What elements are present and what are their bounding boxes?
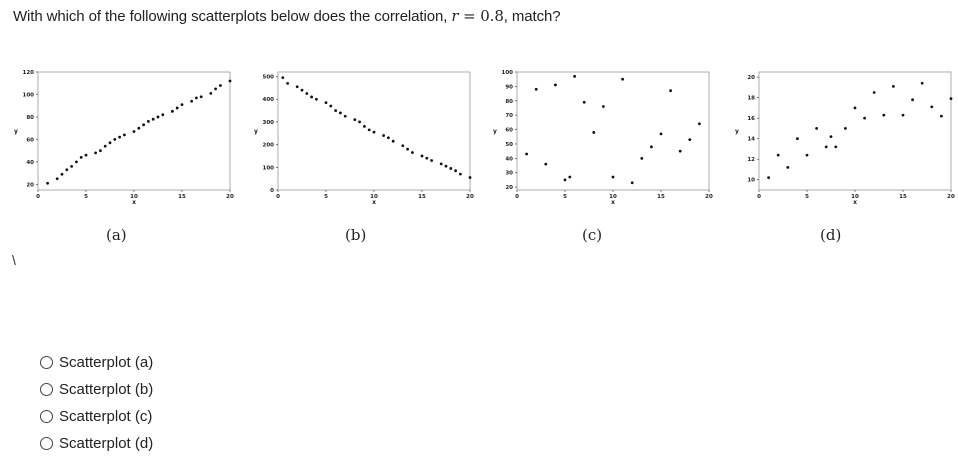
y-tick-label: 18 — [747, 95, 755, 102]
radio-button-d[interactable] — [40, 437, 53, 450]
data-point — [554, 84, 557, 87]
y-tick-label: 10 — [747, 177, 755, 184]
y-tick-label: 120 — [22, 70, 34, 76]
data-point — [118, 136, 121, 139]
data-point — [535, 88, 538, 91]
y-tick-label: 500 — [262, 74, 274, 81]
x-tick-label: 20 — [226, 194, 234, 200]
x-axis-label: x — [611, 199, 615, 206]
choice-b[interactable] — [40, 376, 153, 403]
data-point — [286, 82, 289, 85]
x-tick-label: 5 — [805, 194, 809, 200]
data-point — [930, 105, 933, 108]
x-tick-label: 20 — [466, 194, 474, 200]
caption-c: (c) — [582, 226, 603, 244]
data-point — [75, 161, 78, 164]
data-point — [825, 146, 828, 149]
scatterplot-b — [252, 68, 477, 208]
scatterplot-a — [12, 68, 237, 208]
data-point — [660, 132, 663, 135]
data-point — [104, 145, 107, 148]
data-point — [430, 159, 433, 162]
x-tick-label: 0 — [515, 194, 519, 200]
question-text — [13, 7, 561, 25]
data-point — [631, 181, 634, 184]
y-tick-label: 60 — [505, 127, 513, 134]
y-tick-label: 20 — [26, 182, 34, 189]
data-point — [425, 157, 428, 160]
x-tick-label: 5 — [324, 194, 328, 200]
y-tick-label: 40 — [26, 159, 34, 166]
data-point — [358, 121, 361, 124]
scatterplot-b-svg — [252, 68, 477, 208]
data-point — [592, 131, 595, 134]
data-point — [525, 153, 528, 156]
radio-button-a[interactable] — [40, 356, 53, 369]
data-point — [190, 100, 193, 103]
choice-d[interactable] — [40, 430, 153, 457]
choice-c-label: Scatterplot (c) — [59, 408, 153, 425]
data-point — [830, 135, 833, 138]
data-point — [459, 173, 462, 176]
data-point — [583, 101, 586, 104]
correlation-formula — [451, 7, 503, 25]
y-tick-label: 90 — [505, 84, 513, 91]
data-point — [46, 182, 49, 185]
data-point — [113, 138, 116, 141]
data-point — [440, 163, 443, 166]
x-axis-label: x — [372, 199, 376, 206]
scatterplot-c — [491, 68, 716, 208]
y-axis-label: y — [735, 128, 739, 135]
x-tick-label: 15 — [178, 194, 186, 200]
data-point — [325, 101, 328, 104]
data-point — [161, 113, 164, 116]
data-point — [339, 111, 342, 114]
data-point — [80, 156, 83, 159]
y-tick-label: 70 — [505, 113, 513, 120]
y-tick-label: 30 — [505, 170, 513, 177]
plot-frame — [759, 72, 951, 190]
data-point — [315, 98, 318, 101]
radio-button-c[interactable] — [40, 410, 53, 423]
data-point — [65, 168, 68, 171]
y-tick-label: 300 — [262, 119, 274, 126]
r-value: = 0.8 — [458, 7, 504, 25]
radio-button-b[interactable] — [40, 383, 53, 396]
data-point — [544, 163, 547, 166]
choice-b-label: Scatterplot (b) — [59, 381, 154, 398]
data-point — [640, 157, 643, 160]
data-point — [229, 80, 232, 83]
data-point — [406, 148, 409, 151]
data-point — [834, 146, 837, 149]
data-point — [56, 177, 59, 180]
data-point — [445, 165, 448, 168]
data-point — [99, 149, 102, 152]
data-point — [344, 115, 347, 118]
x-tick-label: 15 — [899, 194, 907, 200]
x-tick-label: 10 — [370, 194, 378, 200]
choice-a[interactable] — [40, 349, 153, 376]
data-point — [147, 120, 150, 123]
stray-mark: \ — [12, 252, 16, 268]
x-tick-label: 10 — [609, 194, 617, 200]
data-point — [786, 166, 789, 169]
scatterplot-a-svg — [12, 68, 237, 208]
data-point — [854, 107, 857, 110]
y-axis-label: y — [254, 128, 258, 135]
y-tick-label: 20 — [505, 185, 513, 192]
scatterplot-c-svg — [491, 68, 716, 208]
data-point — [679, 150, 682, 153]
answer-choices — [40, 349, 153, 457]
data-point — [449, 167, 452, 170]
data-point — [137, 127, 140, 130]
x-tick-label: 20 — [947, 194, 955, 200]
data-point — [94, 152, 97, 155]
data-point — [863, 117, 866, 120]
data-point — [70, 165, 73, 168]
x-tick-label: 0 — [276, 194, 280, 200]
data-point — [401, 144, 404, 147]
data-point — [305, 92, 308, 95]
y-tick-label: 16 — [747, 116, 755, 123]
x-tick-label: 15 — [418, 194, 426, 200]
data-point — [281, 76, 284, 79]
y-tick-label: 100 — [262, 165, 274, 172]
choice-c[interactable] — [40, 403, 153, 430]
question-prefix: With which of the following scatterplots below does the correlation, — [13, 8, 452, 25]
caption-d: (d) — [820, 226, 842, 244]
data-point — [310, 96, 313, 99]
data-point — [209, 92, 212, 95]
data-point — [214, 87, 217, 90]
data-point — [921, 82, 924, 85]
y-tick-label: 60 — [26, 137, 34, 144]
plot-frame — [517, 72, 709, 190]
data-point — [200, 95, 203, 98]
data-point — [334, 109, 337, 112]
data-point — [698, 122, 701, 125]
data-point — [142, 123, 145, 126]
data-point — [392, 140, 395, 143]
choice-d-label: Scatterplot (d) — [59, 435, 154, 452]
y-axis-label: y — [14, 128, 18, 135]
data-point — [454, 169, 457, 172]
y-tick-label: 20 — [747, 75, 755, 82]
data-point — [882, 114, 885, 117]
data-point — [669, 89, 672, 92]
data-point — [373, 131, 376, 134]
x-tick-label: 5 — [563, 194, 567, 200]
y-tick-label: 100 — [501, 70, 513, 76]
caption-a: (a) — [106, 226, 127, 244]
data-point — [815, 127, 818, 130]
data-point — [181, 103, 184, 106]
x-tick-label: 0 — [757, 194, 761, 200]
data-point — [363, 125, 366, 128]
x-tick-label: 10 — [130, 194, 138, 200]
data-point — [171, 110, 174, 113]
y-tick-label: 200 — [262, 142, 274, 149]
x-tick-label: 0 — [36, 194, 40, 200]
data-point — [133, 130, 136, 133]
data-point — [157, 116, 160, 119]
y-tick-label: 100 — [22, 92, 34, 99]
y-tick-label: 12 — [747, 157, 755, 164]
data-point — [688, 138, 691, 141]
data-point — [767, 176, 770, 179]
data-point — [621, 78, 624, 81]
data-point — [195, 96, 198, 99]
data-point — [650, 145, 653, 148]
data-point — [564, 179, 567, 182]
y-tick-label: 400 — [262, 97, 274, 104]
data-point — [411, 151, 414, 154]
data-point — [573, 75, 576, 78]
data-point — [469, 176, 472, 179]
data-point — [296, 85, 299, 88]
y-tick-label: 0 — [270, 188, 274, 194]
x-tick-label: 15 — [657, 194, 665, 200]
choice-a-label: Scatterplot (a) — [59, 354, 154, 371]
data-point — [152, 118, 155, 121]
data-point — [123, 134, 126, 137]
data-point — [940, 115, 943, 118]
data-point — [353, 118, 356, 121]
data-point — [796, 137, 799, 140]
y-tick-label: 50 — [505, 141, 513, 148]
data-point — [602, 105, 605, 108]
y-axis-label: y — [493, 128, 497, 135]
scatterplot-d-svg — [733, 68, 958, 208]
data-point — [911, 98, 914, 101]
data-point — [219, 84, 222, 87]
scatterplot-d — [733, 68, 958, 208]
question-suffix: , match? — [503, 8, 561, 25]
r-symbol: r — [451, 7, 459, 25]
data-point — [301, 89, 304, 92]
data-point — [382, 134, 385, 137]
data-point — [612, 176, 615, 179]
data-point — [368, 128, 371, 131]
data-point — [844, 127, 847, 130]
data-point — [61, 173, 64, 176]
x-tick-label: 10 — [851, 194, 859, 200]
data-point — [806, 154, 809, 157]
y-tick-label: 80 — [26, 114, 34, 121]
y-tick-label: 14 — [747, 136, 755, 143]
x-tick-label: 20 — [705, 194, 713, 200]
data-point — [387, 136, 390, 139]
y-tick-label: 80 — [505, 98, 513, 105]
x-axis-label: x — [132, 199, 136, 206]
data-point — [109, 141, 112, 144]
data-point — [85, 154, 88, 157]
data-point — [568, 176, 571, 179]
data-point — [329, 105, 332, 108]
data-point — [777, 154, 780, 157]
caption-b: (b) — [345, 226, 367, 244]
data-point — [892, 85, 895, 88]
y-tick-label: 40 — [505, 156, 513, 163]
data-point — [873, 91, 876, 94]
data-point — [421, 155, 424, 158]
x-tick-label: 5 — [84, 194, 88, 200]
data-point — [902, 114, 905, 117]
data-point — [176, 107, 179, 110]
x-axis-label: x — [853, 199, 857, 206]
data-point — [950, 97, 953, 100]
